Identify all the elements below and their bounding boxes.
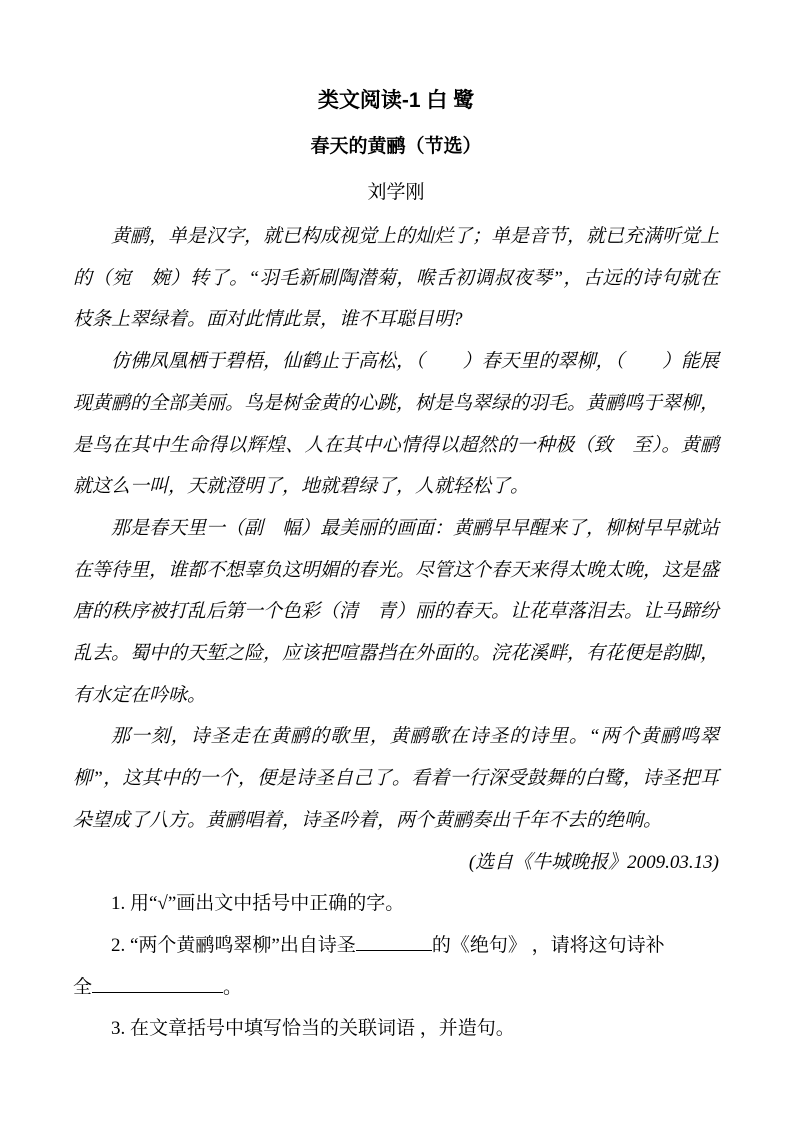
question-3: 3. 在文章括号中填写恰当的关联词语 ，并造句。 [111, 1018, 515, 1040]
fill-in-blank-verse [92, 973, 223, 993]
article-author: 刘学刚 [367, 182, 425, 203]
article-title: 春天的黄鹂（节选） [310, 136, 482, 157]
question-2-text-continued: 全 [73, 976, 93, 998]
question-2-line-1 [73, 925, 719, 967]
question-2-line-2 [73, 967, 719, 1009]
source-attribution: (选自《牛城晚报》2009.03.13) [468, 851, 719, 873]
article-paragraph-4: 那一刻，诗圣走在黄鹂的歌里，黄鹂歌在诗圣的诗里。“两个黄鹂鸣翠柳”，这其中的一个，便是诗圣自己了。看着一行深受鼓舞的白鹭，诗圣把耳朵望成了八方。黄鹂唱着，诗圣吟着，两个黄鹂奏出千年不去的绝响。 [73, 726, 719, 831]
article-body [73, 216, 719, 883]
question-2-text-end: 。 [223, 976, 243, 998]
question-2-text-middle: 的《绝句》 ，请将这句诗补 [431, 934, 665, 956]
fill-in-blank-poet [356, 931, 432, 951]
questions-section [73, 883, 719, 1050]
question-2-text-start: 2. “两个黄鹂鸣翠柳”出自诗圣 [111, 934, 356, 956]
question-1: 1. 用“√”画出文中括号中正确的字。 [111, 893, 405, 915]
article-paragraph-3: 那是春天里一（副 幅）最美丽的画面：黄鹂早早醒来了，柳树早早就站在等待里，谁都不想辜负这明媚的春光。尽管这个春天来得太晚太晚，这是盛唐的秩序被打乱后第一个色彩（清 青）丽的春天。让花草落泪去。让马蹄纷乱去。蜀中的天堑之险，应该把喧嚣挡在外面的。浣花溪畔，有花便是韵脚，有水定在吟咏。 [73, 517, 720, 706]
article-paragraph-1: 黄鹂，单是汉字，就已构成视觉上的灿烂了；单是音节，就已充满听觉上的（宛 婉）转了。“羽毛新刷陶潜菊，喉舌初调叔夜琴”，古远的诗句就在枝条上翠绿着。面对此情此景，谁不耳聪目明? [73, 226, 720, 331]
article-paragraph-2: 仿佛凤凰栖于碧梧，仙鹤止于高松，（ ）春天里的翠柳，（ ）能展现黄鹂的全部美丽。鸟是树金黄的心跳，树是鸟翠绿的羽毛。黄鹂鸣于翠柳，是鸟在其中生命得以辉煌、人在其中心情得以超然的一种极（致 至）。黄鹂就这么一叫，天就澄明了，地就碧绿了，人就轻松了。 [73, 351, 720, 498]
document-title: 类文阅读-1 白 鹭 [317, 89, 475, 112]
